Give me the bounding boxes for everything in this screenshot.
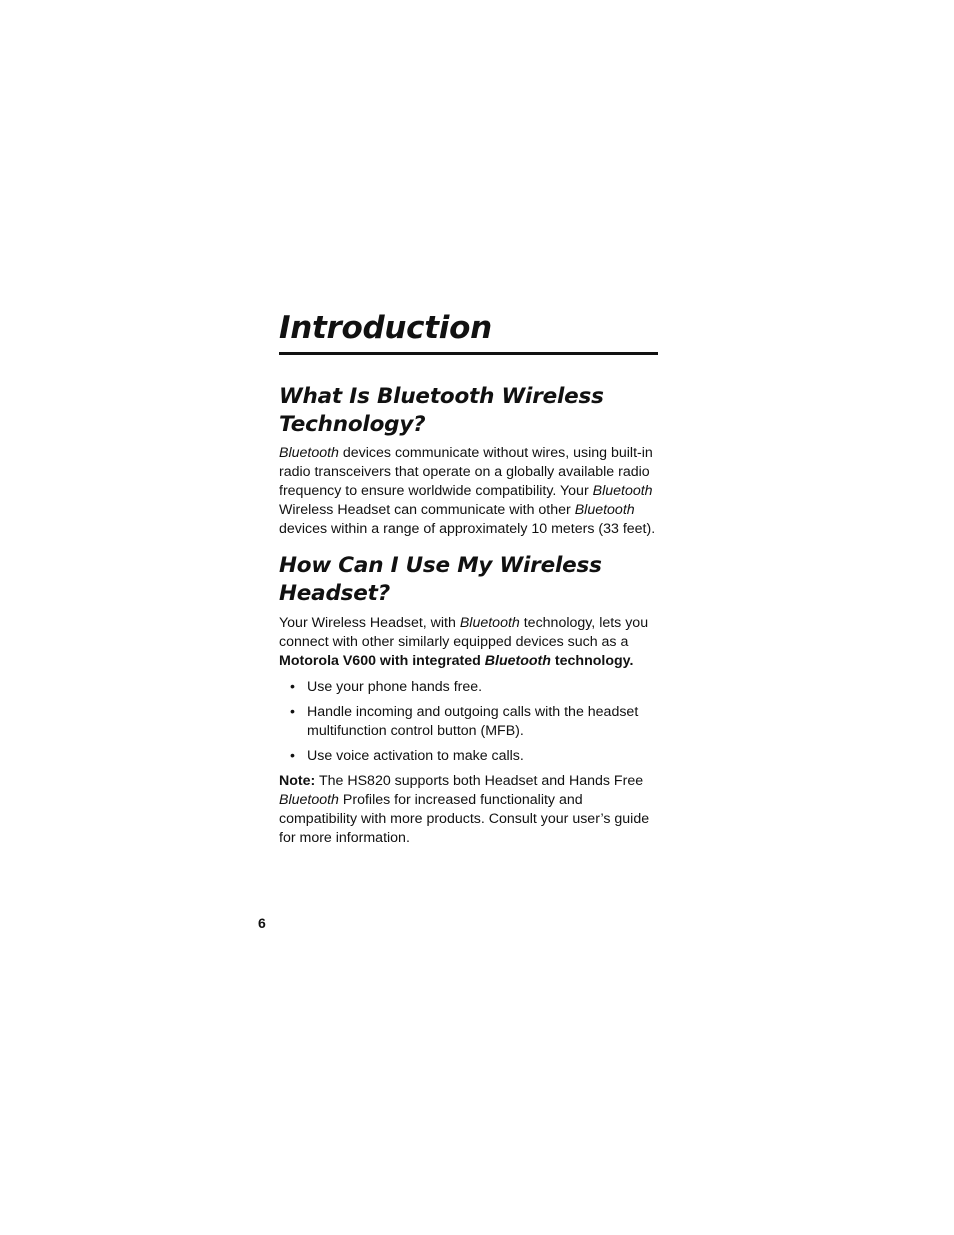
bluetooth-term: Bluetooth bbox=[592, 483, 653, 499]
list-item-text: Use your phone hands free. bbox=[307, 679, 483, 695]
text-span: The HS820 supports both Headset and Hands Free bbox=[315, 773, 644, 789]
bullet-icon: • bbox=[290, 704, 295, 720]
text-span: technology, lets you connect with other similarly equipped devices such as a bbox=[279, 615, 649, 650]
text-span: devices within a range of approximately 10 meters (33 feet). bbox=[279, 521, 656, 537]
text-span: Wireless Headset can communicate with other bbox=[279, 502, 575, 518]
bullet-icon: • bbox=[290, 748, 295, 764]
product-mention: technology. bbox=[550, 653, 634, 669]
bluetooth-term: Bluetooth bbox=[279, 445, 339, 461]
bullet-icon: • bbox=[290, 679, 295, 695]
list-item-text: Use voice activation to make calls. bbox=[307, 748, 524, 764]
list-item bbox=[279, 747, 658, 766]
list-item bbox=[279, 678, 658, 697]
bluetooth-term: Bluetooth bbox=[279, 792, 339, 808]
text-span: Your Wireless Headset, with bbox=[279, 615, 460, 631]
text-span: Profiles for increased functionality and compatibility with more products. Consult your user’s guide for more information. bbox=[279, 792, 650, 846]
text-span: devices communicate without wires, using built-in radio transceivers that operate on a globally available radio frequency to ensure worldwide compatibility. Your bbox=[279, 445, 653, 499]
list-item bbox=[279, 703, 658, 741]
note-label: Note: bbox=[279, 773, 316, 789]
usage-bullet-list bbox=[279, 678, 658, 766]
bluetooth-term: Bluetooth bbox=[484, 653, 551, 669]
section-2-intro-paragraph bbox=[279, 614, 658, 671]
page-number: 6 bbox=[258, 915, 266, 931]
note-paragraph bbox=[279, 772, 658, 848]
list-item-text: Handle incoming and outgoing calls with the headset multifunction control button (MFB). bbox=[307, 704, 639, 739]
section-1-paragraph bbox=[279, 444, 658, 539]
section-heading-bluetooth: What Is Bluetooth Wireless Technology? bbox=[279, 384, 604, 437]
bluetooth-term: Bluetooth bbox=[459, 615, 520, 631]
chapter-title: Introduction bbox=[279, 308, 658, 355]
bluetooth-term: Bluetooth bbox=[574, 502, 635, 518]
product-mention: Motorola V600 with integrated bbox=[279, 653, 485, 669]
section-heading-usage: How Can I Use My Wireless Headset? bbox=[279, 553, 602, 606]
page-content bbox=[279, 308, 658, 848]
